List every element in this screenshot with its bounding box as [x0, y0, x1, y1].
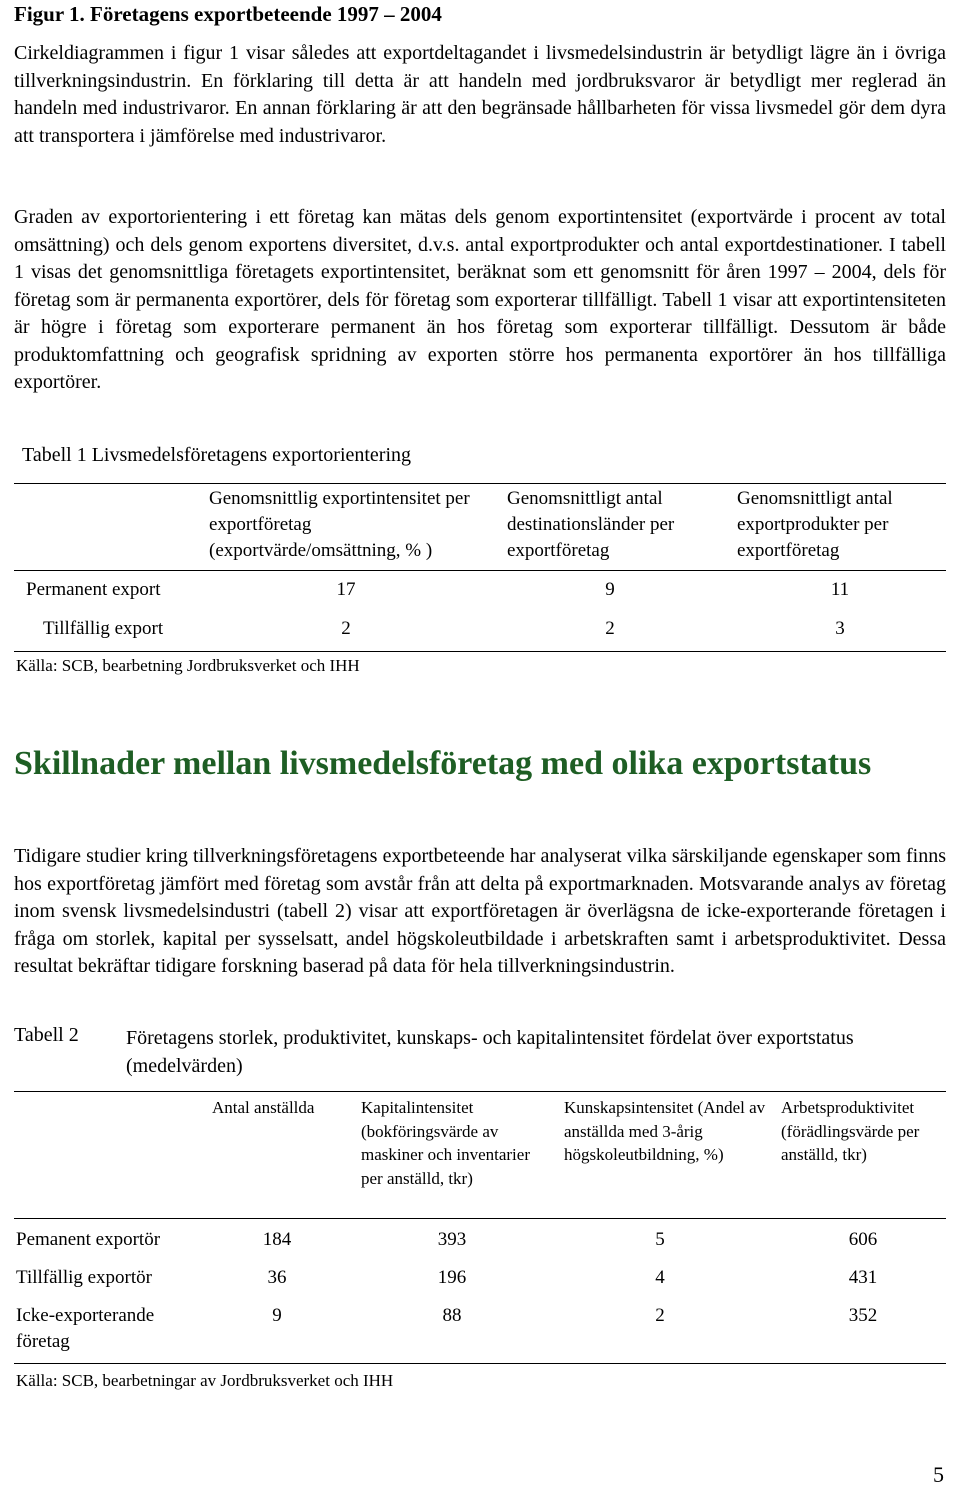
- table1-header-products: Genomsnittligt antal exportprodukter per exportföretag: [737, 488, 893, 561]
- table2-cell: 393: [437, 1229, 467, 1250]
- paragraph-pie-charts: Cirkeldiagrammen i figur 1 visar således att exportdeltagandet i livsmedelsindustrin är betydligt lägre än i övriga tillverkningsindustrin. En förklaring till detta är att handeln med jordbruksvaror är betydligt mer reglerad än handeln med industrivaror. En annan förklaring är att den begränsade hållbarheten för vissa livsmedel gör dem dyra att transportera i jämförelse med industrivaror.: [14, 42, 946, 147]
- section-heading: Skillnader mellan livsmedelsföretag med olika exportstatus: [14, 745, 872, 782]
- table1-cell: 3: [835, 618, 845, 639]
- table2-header-rule: [14, 1218, 946, 1219]
- table2-cell: 2: [655, 1305, 665, 1326]
- table1-cell: 2: [341, 618, 351, 639]
- table2-cell: 606: [848, 1229, 878, 1250]
- table1-bottom-rule: [14, 651, 946, 652]
- table1-row-label: Permanent export: [26, 579, 161, 600]
- table2-cell: 88: [442, 1305, 462, 1326]
- paragraph-export-status: Tidigare studier kring tillverkningsföretagens exportbeteende har analyserat vilka särskiljande egenskaper som finns hos exportföretag jämfört med företag som avstår från att delta på exportmarknaden. Motsvarande analys av företag inom svensk livsmedelsindustri (tabell 2) visar att exportföretagen är överlägsna de icke-exporterande företagen i fråga om storlek, kapital per sysselsatt, andel högskoleutbildade i arbetskraften samt i arbetsproduktivitet. Dessa resultat bekräftar tidigare forskning baserad på data för hela tillverkningsindustrin.: [14, 845, 946, 977]
- table2-cell: 4: [655, 1267, 665, 1288]
- table1-row-label: Tillfällig export: [43, 618, 164, 639]
- table1-top-rule: [14, 483, 946, 484]
- table1-header-export-intensity: Genomsnittlig exportintensitet per exportföretag (exportvärde/omsättning, % ): [209, 488, 470, 561]
- table2-source: Källa: SCB, bearbetningar av Jordbruksverket och IHH: [16, 1371, 394, 1390]
- table1-source: Källa: SCB, bearbetning Jordbruksverket och IHH: [16, 656, 360, 675]
- table1-cell: 17: [336, 579, 356, 600]
- table2-cell: 184: [262, 1229, 292, 1250]
- page-number: 5: [933, 1462, 944, 1487]
- table1-cell: 9: [605, 579, 615, 600]
- table1-title: Tabell 1 Livsmedelsföretagens exportorientering: [22, 444, 412, 466]
- table1-header-rule: [14, 570, 946, 571]
- table2-header-capital-intensity: Kapitalintensitet (bokföringsvärde av maskiner och inventarier per anställd, tkr): [361, 1098, 530, 1188]
- table1-cell: 11: [830, 579, 850, 600]
- paragraph-export-orientation: Graden av exportorientering i ett företag kan mätas dels genom exportintensitet (exportvärde i procent av total omsättning) och dels genom exportens diversitet, d.v.s. antal exportprodukter och antal exportdestinationer. I tabell 1 visas det genomsnittliga företagets exportintensitet, beräknat som ett genomsnitt för åren 1997 – 2004, dels för företag som är permanenta exportörer, dels för företag som exporterar tillfälligt. Tabell 1 visar att exportintensiteten är högre i företag som exporterare permanent än hos företag som exporterar tillfälligt. Dessutom är både produktomfattning och geografisk spridning av exporten större hos permanenta exportörer än hos tillfälliga exportörer.: [14, 206, 946, 393]
- table1-header-destinations: Genomsnittligt antal destinationsländer per exportföretag: [507, 488, 675, 561]
- table2-row-label: Icke-exporterande företag: [16, 1305, 155, 1352]
- table2-cell: 36: [267, 1267, 287, 1288]
- table2-header-knowledge-intensity: Kunskapsintensitet (Andel av anställda med 3-årig högskoleutbildning, %): [564, 1098, 766, 1164]
- table2-cell: 5: [655, 1229, 665, 1250]
- table2-top-rule: [14, 1091, 946, 1092]
- table2-cell: 352: [848, 1305, 878, 1326]
- table2-row-label: Tillfällig exportör: [16, 1267, 152, 1288]
- table2-header-labour-productivity: Arbetsproduktivitet (förädlingsvärde per anställd, tkr): [781, 1098, 920, 1164]
- table2-cell: 196: [437, 1267, 467, 1288]
- table1-cell: 2: [605, 618, 615, 639]
- table2-header-employees: Antal anställda: [212, 1098, 315, 1117]
- table2-title: Företagens storlek, produktivitet, kunskaps- och kapitalintensitet fördelat över exportstatus (medelvärden): [126, 1027, 854, 1077]
- table2-bottom-rule: [14, 1363, 946, 1364]
- table2-row-label: Pemanent exportör: [16, 1229, 161, 1250]
- table2-cell: 431: [848, 1267, 878, 1288]
- table2-cell: 9: [272, 1305, 282, 1326]
- table2-label: Tabell 2: [14, 1024, 79, 1046]
- figure-caption: Figur 1. Företagens exportbeteende 1997 – 2004: [14, 2, 442, 26]
